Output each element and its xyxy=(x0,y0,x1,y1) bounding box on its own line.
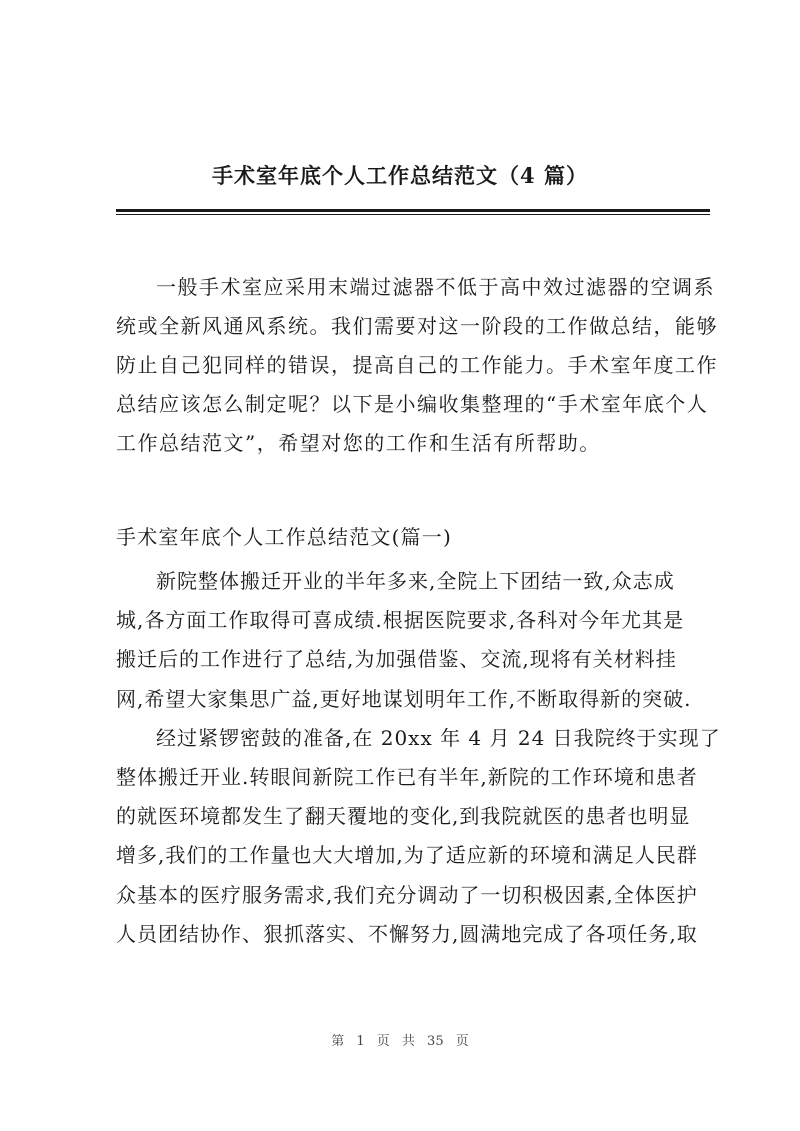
body-paragraphs xyxy=(116,562,721,954)
intro-line: 一般手术室应采用末端过滤器不低于高中效过滤器的空调系 xyxy=(156,275,715,299)
title-divider-thick xyxy=(116,209,710,212)
body-line: 的就医环境都发生了翻天覆地的变化,到我院就医的患者也明显 xyxy=(116,804,691,829)
section-heading: 手术室年底个人工作总结范文(篇一) xyxy=(116,525,453,549)
body-line: 网,希望大家集思广益,更好地谋划明年工作,不断取得新的突破. xyxy=(116,686,692,711)
page-footer: 第 1 页 共 35 页 xyxy=(331,1034,469,1049)
document-title: 手术室年底个人工作总结范文（4 篇） xyxy=(212,163,588,188)
body-line: 搬迁后的工作进行了总结,为加强借鉴、交流,现将有关材料挂 xyxy=(116,647,677,672)
body-line: 众基本的医疗服务需求,我们充分调动了一切积极因素,全体医护 xyxy=(116,882,698,907)
intro-line: 总结应该怎么制定呢？以下是小编收集整理的“手术室年底个人 xyxy=(116,392,709,416)
intro-paragraph xyxy=(116,268,718,463)
intro-line: 统或全新风通风系统。我们需要对这一阶段的工作做总结，能够 xyxy=(116,314,718,338)
intro-line: 工作总结范文”，希望对您的工作和生活有所帮助。 xyxy=(116,431,601,455)
body-line: 增多,我们的工作量也大大增加,为了适应新的环境和满足人民群 xyxy=(116,843,698,868)
body-line: 新院整体搬迁开业的半年多来,全院上下团结一致,众志成 xyxy=(156,569,675,593)
body-line: 经过紧锣密鼓的准备,在 20xx 年 4 月 24 日我院终于实现了 xyxy=(156,725,721,750)
title-divider-thin xyxy=(116,214,710,215)
body-line: 整体搬迁开业.转眼间新院工作已有半年,新院的工作环境和患者 xyxy=(116,765,698,790)
body-line: 城,各方面工作取得可喜成绩.根据医院要求,各科对今年尤其是 xyxy=(116,608,685,633)
body-line: 人员团结协作、狠抓落实、不懈努力,圆满地完成了各项任务,取 xyxy=(116,921,698,946)
intro-line: 防止自己犯同样的错误，提高自己的工作能力。手术室年度工作 xyxy=(116,353,718,377)
